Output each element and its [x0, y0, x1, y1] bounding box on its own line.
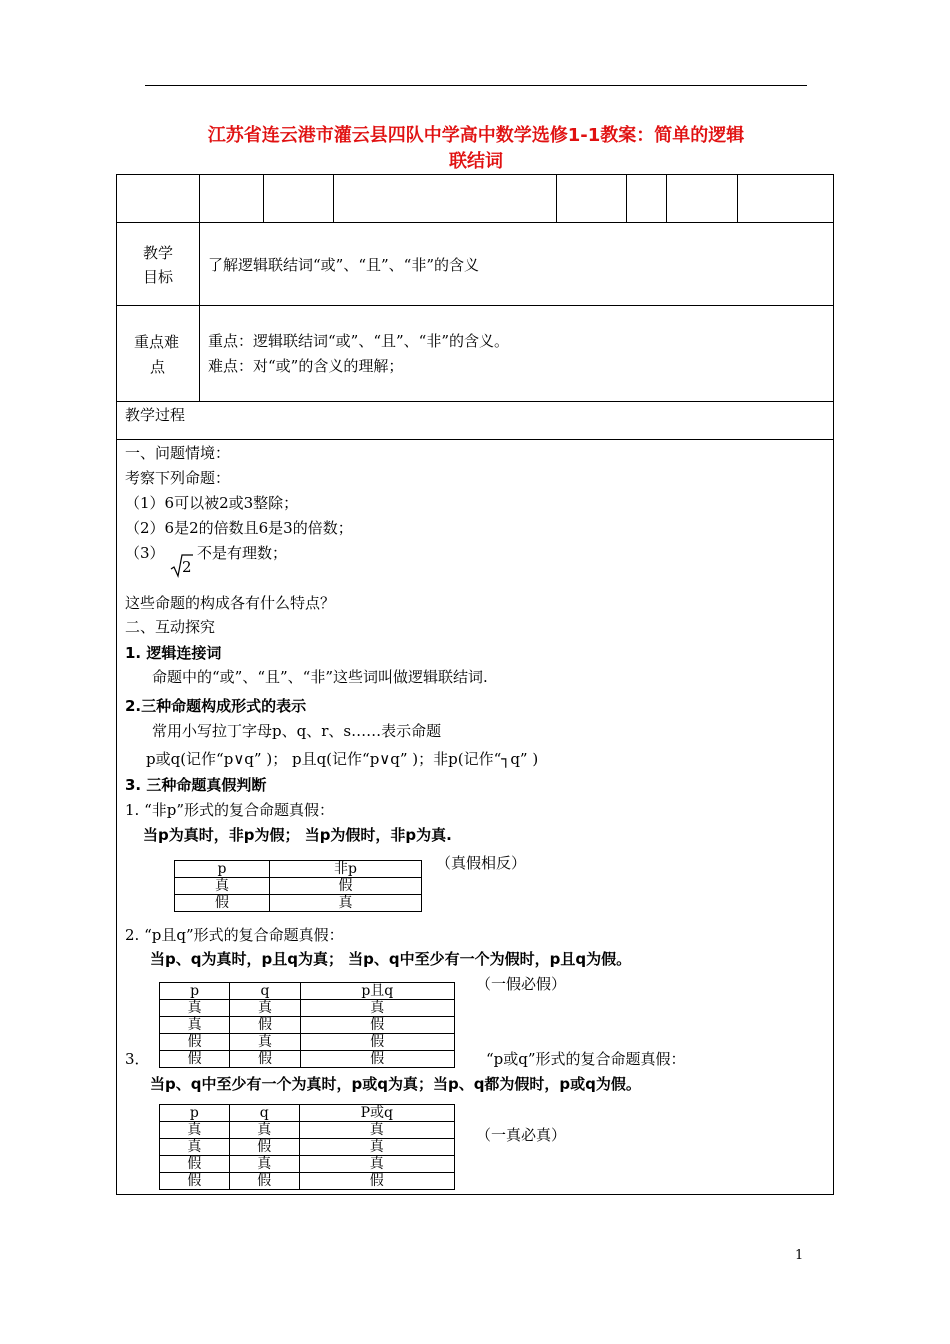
- table-cell: 假: [230, 1017, 300, 1034]
- row-divider: [116, 305, 834, 306]
- table-row: [160, 1122, 455, 1139]
- keypoints-line2: 难点：对“或”的含义的理解；: [208, 357, 404, 375]
- table-row: [160, 1000, 455, 1017]
- section-explore: 二、互动探究: [125, 618, 216, 636]
- table-cell: 假: [300, 1034, 454, 1051]
- rule-not-note: （真假相反）: [436, 854, 527, 872]
- page-title-line1: 江苏省连云港市灌云县四队中学高中数学选修1-1教案：简单的逻辑: [207, 125, 745, 146]
- table-header: q: [229, 1105, 299, 1122]
- header-cell-divider: [737, 174, 738, 222]
- table-cell: 真: [300, 1000, 454, 1017]
- label-column-divider: [199, 222, 200, 401]
- connectives-text: 命题中的“或”、“且”、“非”这些词叫做逻辑联结词.: [152, 668, 488, 686]
- table-row: [175, 861, 422, 878]
- table-cell: 假: [270, 878, 422, 895]
- table-cell: 真: [160, 1000, 230, 1017]
- heading-connectives: 1. 逻辑连接词: [125, 644, 222, 662]
- table-row: [175, 895, 422, 912]
- rule-and-title: 2. “p且q”形式的复合命题真假：: [125, 926, 344, 944]
- table-row: [160, 1173, 455, 1190]
- rule-or-title: “p或q”形式的复合命题真假：: [486, 1050, 686, 1068]
- table-header: p: [175, 861, 270, 878]
- keypoints-label-2: 点: [150, 358, 166, 376]
- table-cell: 假: [160, 1051, 230, 1068]
- forms-text: 常用小写拉丁字母p、q、r、s……表示命题: [152, 722, 442, 740]
- table-cell: 真: [230, 1000, 300, 1017]
- proposition-3-prefix: （3）: [125, 544, 165, 562]
- table-cell: 真: [175, 878, 270, 895]
- truth-table-and: [159, 982, 455, 1068]
- table-cell: 真: [160, 1017, 230, 1034]
- header-cell-divider: [626, 174, 627, 222]
- table-cell: 假: [300, 1017, 454, 1034]
- rule-or-number: 3．: [125, 1050, 150, 1068]
- truth-table-not: [174, 860, 422, 912]
- header-cell-divider: [333, 174, 334, 222]
- table-header: p: [160, 1105, 230, 1122]
- proposition-2: （2）6是2的倍数且6是3的倍数；: [125, 519, 353, 537]
- rule-and-note: （一假必假）: [476, 975, 567, 993]
- table-cell: 假: [229, 1173, 299, 1190]
- keypoints-line1: 重点：逻辑联结词“或”、“且”、“非”的含义。: [208, 332, 510, 350]
- table-header: 非p: [270, 861, 422, 878]
- table-cell: 真: [299, 1156, 454, 1173]
- table-cell: 假: [299, 1173, 454, 1190]
- rule-and-text: 当p、q为真时，p且q为真； 当p、q中至少有一个为假时，p且q为假。: [150, 950, 632, 968]
- table-header: P或q: [299, 1105, 454, 1122]
- table-cell: 真: [299, 1139, 454, 1156]
- keypoints-label-1: 重点难: [134, 333, 180, 351]
- table-cell: 真: [160, 1122, 230, 1139]
- section-problem: 一、问题情境：: [125, 444, 231, 462]
- rule-or-text: 当p、q中至少有一个为真时，p或q为真；当p、q都为假时，p或q为假。: [150, 1075, 641, 1093]
- table-row: [160, 1156, 455, 1173]
- table-cell: 假: [160, 1173, 230, 1190]
- table-cell: 真: [229, 1122, 299, 1139]
- table-cell: 真: [299, 1122, 454, 1139]
- header-cell-divider: [263, 174, 264, 222]
- heading-forms: 2.三种命题构成形式的表示: [125, 697, 307, 715]
- sqrt-radicand: 2: [182, 558, 192, 576]
- table-cell: 真: [229, 1156, 299, 1173]
- table-row: [160, 1139, 455, 1156]
- process-label: 教学过程: [125, 406, 186, 424]
- table-cell: 假: [160, 1156, 230, 1173]
- table-row: [160, 983, 455, 1000]
- page-number: 1: [795, 1248, 804, 1263]
- objective-label-2: 目标: [143, 268, 174, 286]
- row-divider: [116, 222, 834, 223]
- objective-label-1: 教学: [143, 244, 174, 262]
- header-cell-divider: [556, 174, 557, 222]
- rule-not-title: 1. “非p”形式的复合命题真假：: [125, 801, 335, 819]
- table-row: [160, 1105, 455, 1122]
- table-cell: 假: [300, 1051, 454, 1068]
- table-row: [175, 878, 422, 895]
- table-header: q: [230, 983, 300, 1000]
- rule-not-text: 当p为真时，非p为假； 当p为假时，非p为真.: [143, 826, 452, 844]
- table-row: [160, 1034, 455, 1051]
- table-cell: 假: [229, 1139, 299, 1156]
- table-cell: 假: [230, 1051, 300, 1068]
- table-cell: 假: [160, 1034, 230, 1051]
- table-header: p: [160, 983, 230, 1000]
- question: 这些命题的构成各有什么特点？: [125, 594, 336, 612]
- heading-truth: 3. 三种命题真假判断: [125, 776, 267, 794]
- page-title-line2: 联结词: [449, 151, 503, 172]
- table-header: p且q: [300, 983, 454, 1000]
- table-cell: 真: [230, 1034, 300, 1051]
- problem-intro: 考察下列命题：: [125, 469, 231, 487]
- proposition-1: （1）6可以被2或3整除；: [125, 494, 299, 512]
- row-divider: [116, 439, 834, 440]
- table-cell: 假: [175, 895, 270, 912]
- table-row: [160, 1017, 455, 1034]
- objective-text: 了解逻辑联结词“或”、“且”、“非”的含义: [208, 256, 480, 274]
- forms-notation: p或q(记作“p∨q” )； p且q(记作“p∨q” )；非p(记作“┐q” ): [146, 750, 539, 768]
- proposition-3-suffix: 不是有理数；: [197, 544, 288, 562]
- header-cell-divider: [199, 174, 200, 222]
- table-cell: 真: [160, 1139, 230, 1156]
- truth-table-or: [159, 1104, 455, 1190]
- row-divider: [116, 401, 834, 402]
- table-row: [160, 1051, 455, 1068]
- header-rule: [145, 85, 807, 86]
- rule-or-note: （一真必真）: [476, 1126, 567, 1144]
- table-cell: 真: [270, 895, 422, 912]
- header-cell-divider: [666, 174, 667, 222]
